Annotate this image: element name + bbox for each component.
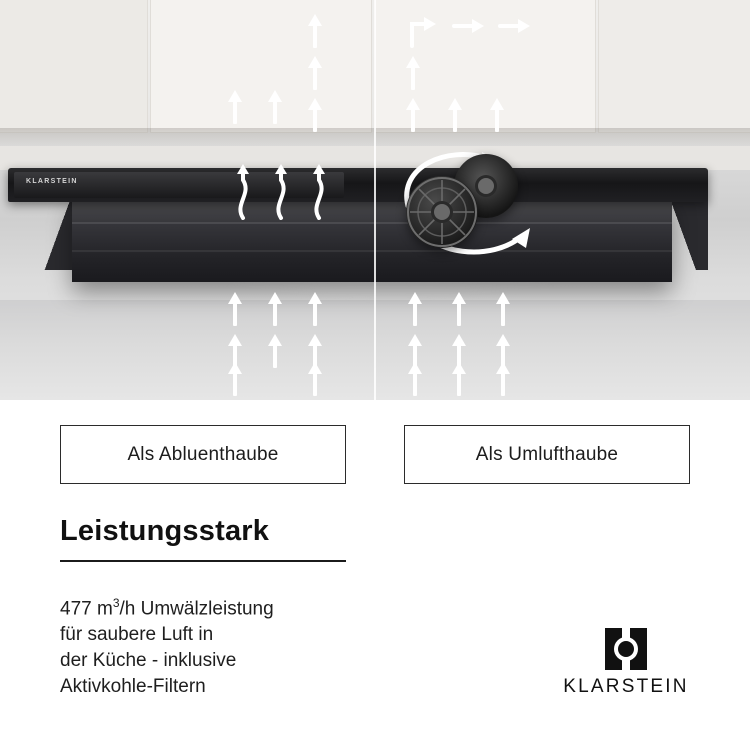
up-arrow-icon [448, 98, 462, 132]
wavy-airflow-icon [232, 162, 252, 220]
up-arrow-icon [408, 362, 422, 396]
brand-wordmark: KLARSTEIN [563, 676, 689, 697]
right-arrow-icon [498, 18, 532, 39]
description-text [60, 590, 400, 700]
up-arrow-icon [406, 98, 420, 132]
up-arrow-icon [490, 98, 504, 132]
range-hood-control-panel [14, 172, 344, 198]
charcoal-filter-icon [406, 176, 478, 248]
description-line-1-post: /h Umwälzleistung [119, 598, 274, 620]
up-arrow-icon [496, 292, 510, 326]
up-arrow-icon [268, 292, 282, 326]
up-arrow-icon [228, 292, 242, 326]
wavy-airflow-icon [308, 162, 328, 220]
turn-right-arrow-icon [406, 14, 438, 53]
mode-button-abluft[interactable] [60, 425, 346, 484]
cabinet-panel [150, 0, 372, 133]
mode-button-abluft-label: Als Abluenthaube [127, 443, 279, 465]
page-title: Leistungsstark [60, 515, 270, 547]
description-line-1-pre: 477 m [60, 598, 113, 620]
up-arrow-icon [308, 362, 322, 396]
up-arrow-icon [308, 56, 322, 90]
brand-logo [556, 628, 696, 698]
up-arrow-icon [452, 362, 466, 396]
description-line-4: Aktivkohle-Filtern [60, 676, 206, 698]
klarstein-mark-icon [605, 628, 647, 670]
hood-brand-label: KLARSTEIN [26, 178, 78, 185]
divider-rule [60, 560, 346, 562]
up-arrow-icon [308, 292, 322, 326]
mode-button-umluft[interactable] [404, 425, 690, 484]
up-arrow-icon [406, 56, 420, 90]
up-arrow-icon [228, 362, 242, 396]
description-line-3: der Küche - inklusive [60, 650, 237, 672]
description-line-2: für saubere Luft in [60, 624, 214, 646]
cabinet-panel [0, 0, 148, 133]
right-arrow-icon [452, 18, 486, 39]
cabinet-panel [598, 0, 750, 133]
charcoal-filter-group [398, 154, 528, 250]
wavy-airflow-icon [270, 162, 290, 220]
range-hood-body [72, 200, 672, 282]
description-line-1-sup: 3 [112, 596, 120, 610]
split-divider [374, 0, 376, 400]
up-arrow-icon [308, 14, 322, 48]
up-arrow-icon [408, 292, 422, 326]
up-arrow-icon [228, 90, 242, 124]
up-arrow-icon [308, 98, 322, 132]
up-arrow-icon [496, 362, 510, 396]
mode-button-umluft-label: Als Umlufthaube [475, 443, 619, 465]
up-arrow-icon [268, 334, 282, 368]
up-arrow-icon [452, 292, 466, 326]
up-arrow-icon [268, 90, 282, 124]
